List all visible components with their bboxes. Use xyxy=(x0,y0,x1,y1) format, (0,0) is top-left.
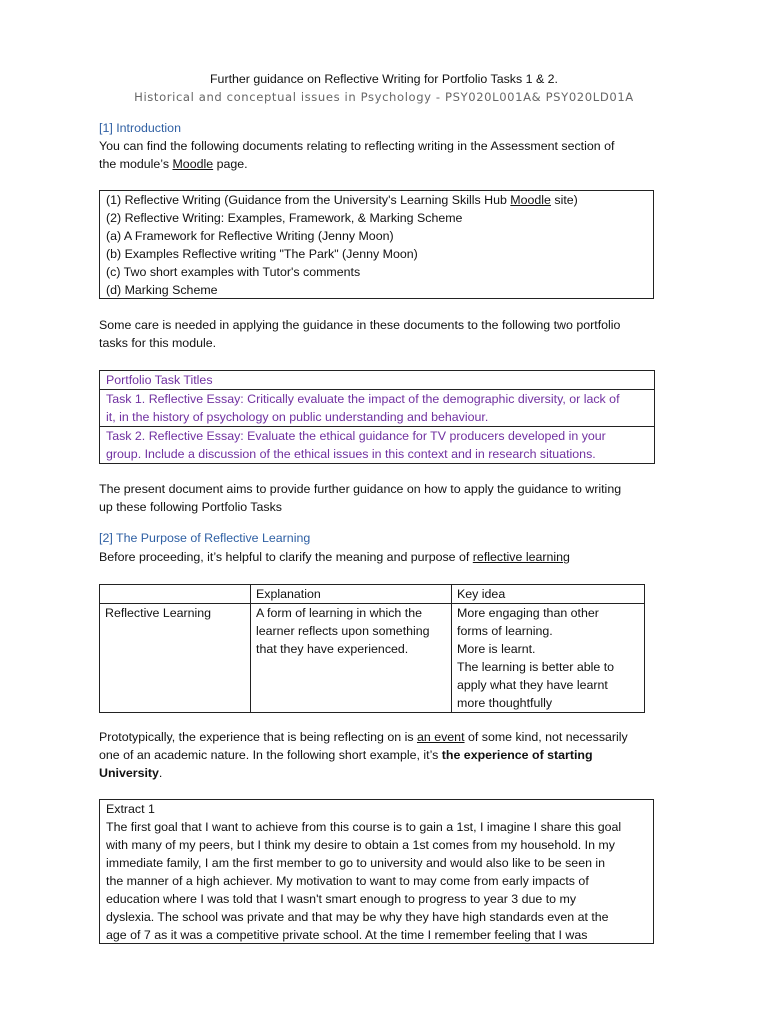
intro-line-2-post: page. xyxy=(213,157,248,171)
extract-line: education where I was told that I wasn't smart enough to progress to year 3 due to my xyxy=(106,892,577,906)
moodle-link[interactable]: Moodle xyxy=(510,193,551,207)
portfolio-table-header: Portfolio Task Titles xyxy=(106,373,213,387)
intro-paragraph xyxy=(99,137,679,173)
extract-line: immediate family, I am the first member to go to university and would also like to be seen in xyxy=(106,856,606,870)
care-paragraph: Some care is needed in applying the guidance in these documents to the following two portfolio tasks for this module. xyxy=(99,318,621,350)
table-cell-key-idea: More engaging than other forms of learning. More is learnt. The learning is better able to apply what they have learnt more thoughtfully xyxy=(452,604,645,713)
extract-line: the manner of a high achiever. My motivation to want to may come from early impacts of xyxy=(106,874,589,888)
present-paragraph: The present document aims to provide further guidance on how to apply the guidance to writing up these following Portfolio Tasks xyxy=(99,482,622,514)
portfolio-task-2: Task 2. Reflective Essay: Evaluate the ethical guidance for TV producers developed in your group. Include a discussion of the ethical issues in this context and in research situations. xyxy=(100,426,654,463)
documents-list-box xyxy=(99,190,654,299)
section-heading-purpose: [2] The Purpose of Reflective Learning xyxy=(99,531,311,545)
table-header-key-idea: Key idea xyxy=(452,585,645,604)
an-event-link[interactable]: an event xyxy=(416,730,465,744)
portfolio-task-table xyxy=(99,370,655,464)
document-item: (c) Two short examples with Tutor's comments xyxy=(106,265,361,279)
document-title: Further guidance on Reflective Writing for Portfolio Tasks 1 & 2. xyxy=(209,72,559,86)
intro-line-1: You can find the following documents relating to reflecting writing in the Assessment section of xyxy=(99,139,615,153)
table-header-row xyxy=(100,585,645,604)
prototype-paragraph: Prototypically, the experience that is being reflecting on is an event of some kind, not necessarily one of an academic nature. In the following short example, it’s the experience of starting University. xyxy=(99,730,628,780)
portfolio-task-1: Task 1. Reflective Essay: Critically evaluate the impact of the demographic diversity, or lack of it, in the history of psychology on public understanding and behaviour. xyxy=(100,389,654,426)
reflective-learning-link[interactable]: reflective learning xyxy=(472,550,570,564)
document-item: (1) Reflective Writing (Guidance from the University's Learning Skills Hub Moodle site) xyxy=(106,193,578,207)
table-header-explanation: Explanation xyxy=(251,585,452,604)
extract-line: with many of my peers, but I think my desire to obtain a 1st comes from my household. In my xyxy=(106,838,615,852)
extract-line: age of 7 as it was a competitive private school. At the time I remember feeling that I was xyxy=(106,928,588,942)
document-item: (d) Marking Scheme xyxy=(106,283,218,297)
table-row xyxy=(100,604,645,713)
table-header-cell-empty xyxy=(100,585,251,604)
reflective-learning-table xyxy=(99,584,645,713)
table-cell-explanation: A form of learning in which the learner reflects upon something that they have experienced. xyxy=(251,604,452,713)
purpose-intro: Before proceeding, it’s helpful to clarify the meaning and purpose of reflective learning xyxy=(99,550,570,564)
document-item: (b) Examples Reflective writing "The Park" (Jenny Moon) xyxy=(106,247,418,261)
module-subtitle: Historical and conceptual issues in Psychology - PSY020L001A& PSY020LD01A xyxy=(134,90,634,104)
extract-box xyxy=(99,799,654,944)
document-item: (2) Reflective Writing: Examples, Framework, & Marking Scheme xyxy=(106,211,463,225)
section-heading-introduction: [1] Introduction xyxy=(99,121,181,135)
document-item: (a) A Framework for Reflective Writing (Jenny Moon) xyxy=(106,229,394,243)
extract-line: dyslexia. The school was private and that may be why they have high standards even at the xyxy=(106,910,609,924)
extract-line: The first goal that I want to achieve from this course is to gain a 1st, I imagine I share this goal xyxy=(106,820,622,834)
extract-title: Extract 1 xyxy=(106,802,155,816)
intro-line-2-pre: the module’s xyxy=(99,157,173,171)
moodle-link[interactable]: Moodle xyxy=(172,157,214,171)
table-row-label: Reflective Learning xyxy=(100,604,251,713)
